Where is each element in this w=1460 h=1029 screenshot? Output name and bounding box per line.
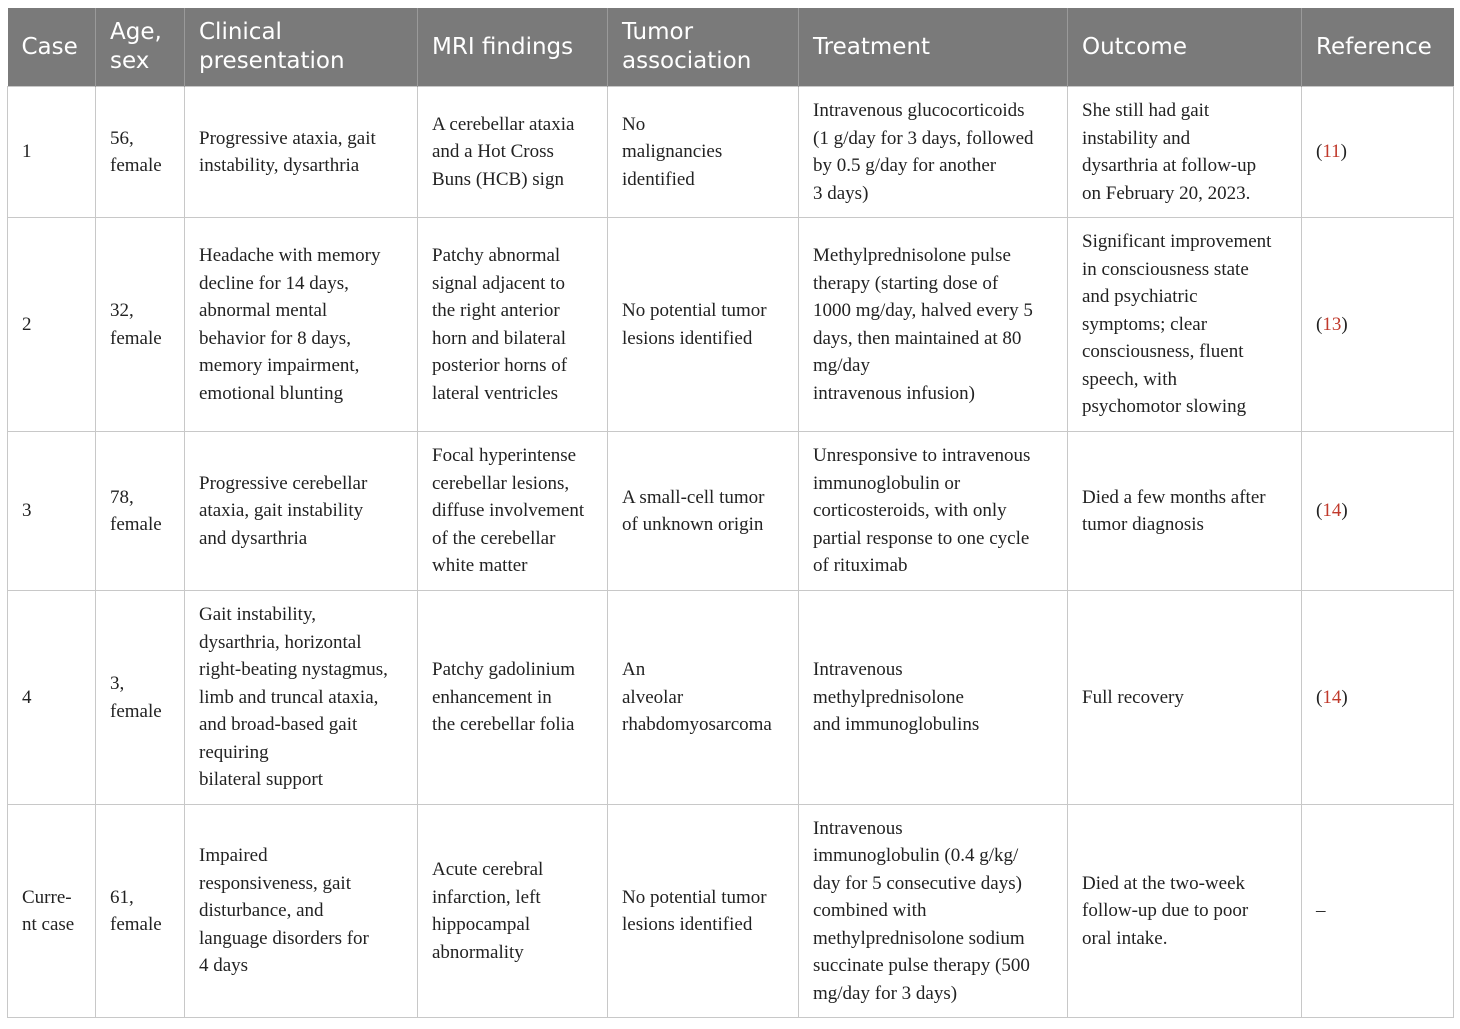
cell-mri-findings: Acute cerebral infarction, left hippocampal abnormality	[418, 805, 608, 1018]
cell-reference	[1302, 591, 1454, 805]
table-row	[8, 218, 1454, 432]
cell-tumor-association: A small-cell tumor of unknown origin	[608, 432, 799, 591]
header-mri-findings: MRI findings	[418, 8, 608, 87]
cell-tumor-association: An alveolar rhabdomyosarcoma	[608, 591, 799, 805]
reference-dash: –	[1316, 900, 1326, 922]
cell-case: 4	[8, 591, 96, 805]
cell-treatment: Intravenous glucocorticoids (1 g/day for 3 days, followed by 0.5 g/day for another 3 days)	[799, 87, 1068, 218]
table-row	[8, 432, 1454, 591]
reference-link[interactable]: 13	[1322, 313, 1342, 335]
cell-mri-findings: Patchy gadolinium enhancement in the cerebellar folia	[418, 591, 608, 805]
cell-clinical-presentation: Progressive ataxia, gait instability, dysarthria	[185, 87, 418, 218]
cell-reference	[1302, 805, 1454, 1018]
cell-tumor-association: No potential tumor lesions identified	[608, 805, 799, 1018]
reference-close-paren: )	[1340, 141, 1347, 163]
cell-outcome: She still had gait instability and dysarthria at follow-up on February 20, 2023.	[1068, 87, 1302, 218]
cell-case: 2	[8, 218, 96, 432]
table-row	[8, 805, 1454, 1018]
cell-reference	[1302, 87, 1454, 218]
reference-close-paren: )	[1341, 313, 1348, 335]
cell-reference	[1302, 432, 1454, 591]
header-treatment: Treatment	[799, 8, 1068, 87]
reference-close-paren: )	[1341, 686, 1348, 708]
cell-outcome: Died a few months after tumor diagnosis	[1068, 432, 1302, 591]
cell-case: 1	[8, 87, 96, 218]
reference-link[interactable]: 14	[1322, 500, 1342, 522]
cell-outcome: Died at the two-week follow-up due to poor oral intake.	[1068, 805, 1302, 1018]
cell-mri-findings: Focal hyperintense cerebellar lesions, diffuse involvement of the cerebellar white matter	[418, 432, 608, 591]
header-reference: Reference	[1302, 8, 1454, 87]
reference-link[interactable]: 14	[1322, 686, 1342, 708]
cell-outcome: Significant improvement in consciousness state and psychiatric symptoms; clear consciousness, fluent speech, with psychomotor slowing	[1068, 218, 1302, 432]
cell-tumor-association: No potential tumor lesions identified	[608, 218, 799, 432]
cell-treatment: Methylprednisolone pulse therapy (starting dose of 1000 mg/day, halved every 5 days, then maintained at 80 mg/day intravenous infusion)	[799, 218, 1068, 432]
reference-close-paren: )	[1341, 500, 1348, 522]
table-row	[8, 591, 1454, 805]
cell-reference	[1302, 218, 1454, 432]
cell-age-sex: 3, female	[96, 591, 185, 805]
header-case: Case	[8, 8, 96, 87]
header-age-sex: Age, sex	[96, 8, 185, 87]
cell-treatment: Intravenous methylprednisolone and immunoglobulins	[799, 591, 1068, 805]
cell-age-sex: 78, female	[96, 432, 185, 591]
cell-case: 3	[8, 432, 96, 591]
cell-treatment: Unresponsive to intravenous immunoglobulin or corticosteroids, with only partial response to one cycle of rituximab	[799, 432, 1068, 591]
cell-outcome: Full recovery	[1068, 591, 1302, 805]
cell-clinical-presentation: Gait instability, dysarthria, horizontal right-beating nystagmus, limb and truncal ataxia, and broad-based gait requiring bilateral support	[185, 591, 418, 805]
cell-treatment: Intravenous immunoglobulin (0.4 g/kg/ day for 5 consecutive days) combined with methylprednisolone sodium succinate pulse therapy (500 mg/day for 3 days)	[799, 805, 1068, 1018]
cell-clinical-presentation: Headache with memory decline for 14 days, abnormal mental behavior for 8 days, memory impairment, emotional blunting	[185, 218, 418, 432]
reference-open-paren: (	[1316, 141, 1323, 163]
cell-case: Curre- nt case	[8, 805, 96, 1018]
header-clinical-presentation: Clinical presentation	[185, 8, 418, 87]
table-row	[8, 87, 1454, 218]
cell-age-sex: 32, female	[96, 218, 185, 432]
reference-link[interactable]: 11	[1322, 141, 1341, 163]
reference-open-paren: (	[1316, 313, 1323, 335]
case-comparison-table	[7, 8, 1454, 1018]
header-tumor-association: Tumor association	[608, 8, 799, 87]
cell-mri-findings: A cerebellar ataxia and a Hot Cross Buns (HCB) sign	[418, 87, 608, 218]
cell-clinical-presentation: Impaired responsiveness, gait disturbance, and language disorders for 4 days	[185, 805, 418, 1018]
header-row	[8, 8, 1454, 87]
cell-clinical-presentation: Progressive cerebellar ataxia, gait instability and dysarthria	[185, 432, 418, 591]
reference-open-paren: (	[1316, 686, 1323, 708]
header-outcome: Outcome	[1068, 8, 1302, 87]
reference-open-paren: (	[1316, 500, 1323, 522]
cell-age-sex: 61, female	[96, 805, 185, 1018]
cell-mri-findings: Patchy abnormal signal adjacent to the right anterior horn and bilateral posterior horns of lateral ventricles	[418, 218, 608, 432]
cell-tumor-association: No malignancies identified	[608, 87, 799, 218]
cell-age-sex: 56, female	[96, 87, 185, 218]
